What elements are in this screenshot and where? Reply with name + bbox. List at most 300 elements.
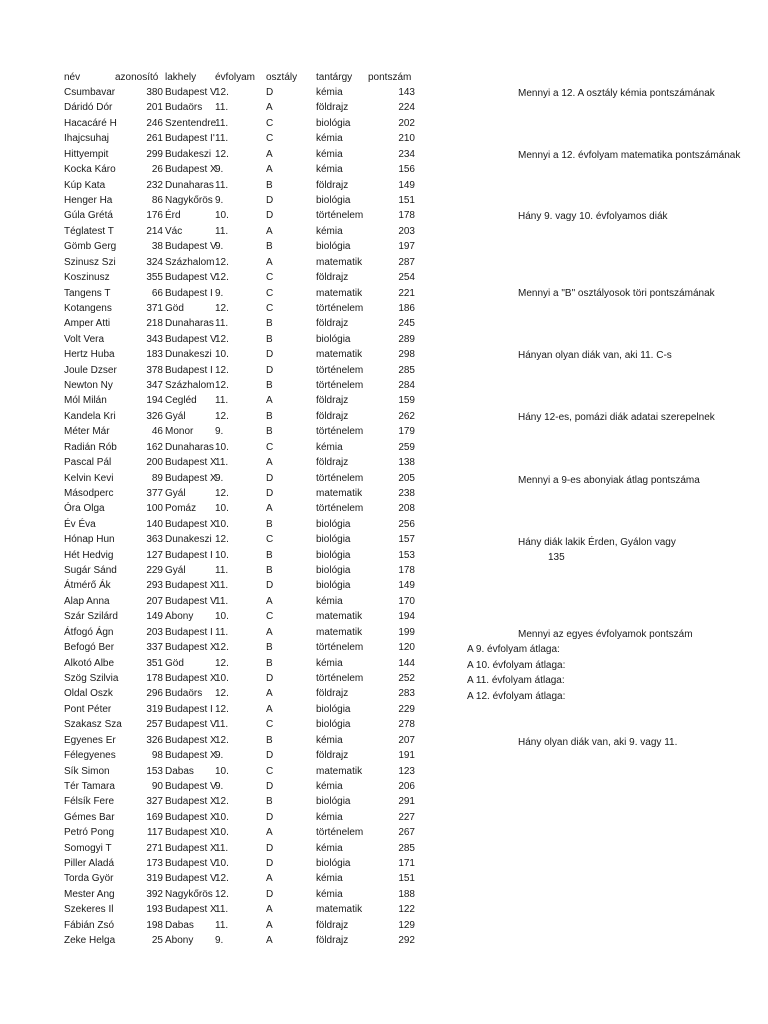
cell-name[interactable]: Csumbavar xyxy=(64,87,116,98)
cell-city[interactable]: Nagykőrös xyxy=(165,194,213,206)
cell-city[interactable]: Budaörs xyxy=(165,102,203,114)
cell-name[interactable]: Szakasz Sza xyxy=(64,719,122,731)
question-6[interactable]: Hány 12-es, pomázi diák adatai szerepelnek xyxy=(518,412,715,423)
cell-name[interactable]: Oldal Oszk xyxy=(64,688,113,700)
cell-grade[interactable]: 12. xyxy=(215,256,229,268)
cell-id[interactable]: 198 xyxy=(146,919,163,931)
cell-name[interactable]: Henger Ha xyxy=(64,194,113,206)
cell-name[interactable]: Szekeres Il xyxy=(64,904,114,916)
cell-city[interactable]: Budapest X xyxy=(165,518,217,530)
cell-points[interactable]: 143 xyxy=(398,87,415,98)
cell-grade[interactable]: 9. xyxy=(215,426,224,438)
cell-city[interactable]: Budapest V xyxy=(165,780,217,792)
cell-name[interactable]: Hertz Huba xyxy=(64,349,115,361)
cell-subject[interactable]: matematik xyxy=(316,904,363,916)
cell-grade[interactable]: 12. xyxy=(215,657,229,669)
cell-id[interactable]: 89 xyxy=(151,472,163,484)
cell-city[interactable]: Abony xyxy=(165,611,194,623)
cell-grade[interactable]: 12. xyxy=(215,703,229,715)
cell-points[interactable]: 170 xyxy=(398,595,415,607)
cell-city[interactable]: Göd xyxy=(165,302,184,314)
cell-name[interactable]: Szinusz Szi xyxy=(64,256,116,268)
cell-name[interactable]: Zeke Helga xyxy=(64,935,116,947)
cell-points[interactable]: 285 xyxy=(398,842,415,854)
cell-class[interactable]: C xyxy=(266,272,274,283)
cell-name[interactable]: Kandela Kri xyxy=(64,410,116,422)
cell-city[interactable]: Budapest X xyxy=(165,842,217,854)
cell-name[interactable]: Sugár Sánd xyxy=(64,565,117,576)
cell-name[interactable]: Szár Szilárd xyxy=(64,611,118,623)
cell-class[interactable]: D xyxy=(266,580,274,592)
cell-grade[interactable]: 11. xyxy=(215,395,229,407)
cell-points[interactable]: 245 xyxy=(398,318,415,330)
cell-city[interactable]: Budapest I' xyxy=(165,133,215,145)
cell-subject[interactable]: földrajz xyxy=(316,179,349,191)
cell-city[interactable]: Abony xyxy=(165,935,194,947)
cell-subject[interactable]: földrajz xyxy=(316,318,349,330)
cell-id[interactable]: 207 xyxy=(146,595,163,607)
cell-points[interactable]: 120 xyxy=(398,642,415,654)
cell-name[interactable]: Sík Simon xyxy=(64,765,110,777)
cell-city[interactable]: Budaörs xyxy=(165,688,203,700)
cell-class[interactable]: C xyxy=(266,534,274,546)
average-grade-10-label[interactable]: A 10. évfolyam átlaga: xyxy=(467,660,566,671)
header-subject[interactable]: tantárgy xyxy=(316,72,353,83)
cell-class[interactable]: A xyxy=(266,935,273,947)
cell-class[interactable]: A xyxy=(266,225,273,237)
question-3[interactable]: Hány 9. vagy 10. évfolyamos diák xyxy=(518,211,668,222)
cell-subject[interactable]: biológia xyxy=(316,241,351,253)
cell-name[interactable]: Kotangens xyxy=(64,302,112,314)
cell-name[interactable]: Átmérő Ák xyxy=(64,580,111,592)
cell-points[interactable]: 194 xyxy=(398,611,415,623)
cell-grade[interactable]: 11. xyxy=(215,117,229,129)
cell-grade[interactable]: 12. xyxy=(215,873,229,885)
cell-subject[interactable]: kémia xyxy=(316,811,343,823)
cell-id[interactable]: 337 xyxy=(146,642,163,654)
cell-grade[interactable]: 10. xyxy=(215,549,229,561)
cell-class[interactable]: B xyxy=(266,410,273,422)
cell-grade[interactable]: 10. xyxy=(215,518,229,530)
cell-subject[interactable]: történelem xyxy=(316,210,364,222)
cell-subject[interactable]: földrajz xyxy=(316,688,349,700)
cell-grade[interactable]: 11. xyxy=(215,719,229,731)
cell-city[interactable]: Monor xyxy=(165,426,194,438)
cell-subject[interactable]: matematik xyxy=(316,256,363,268)
cell-id[interactable]: 355 xyxy=(146,272,163,283)
cell-points[interactable]: 210 xyxy=(398,133,415,145)
cell-id[interactable]: 162 xyxy=(146,441,163,453)
cell-subject[interactable]: biológia xyxy=(316,565,351,576)
cell-grade[interactable]: 11. xyxy=(215,179,229,191)
cell-points[interactable]: 252 xyxy=(398,673,415,684)
average-grade-12-label[interactable]: A 12. évfolyam átlaga: xyxy=(467,691,566,702)
cell-grade[interactable]: 11. xyxy=(215,626,229,638)
cell-class[interactable]: D xyxy=(266,472,274,484)
cell-points[interactable]: 199 xyxy=(398,626,415,638)
cell-grade[interactable]: 12. xyxy=(215,272,229,283)
cell-id[interactable]: 293 xyxy=(146,580,163,592)
cell-subject[interactable]: biológia xyxy=(316,518,351,530)
cell-subject[interactable]: történelem xyxy=(316,642,364,654)
cell-city[interactable]: Budapest X xyxy=(165,164,217,176)
cell-name[interactable]: Hittyempit xyxy=(64,148,109,160)
cell-id[interactable]: 347 xyxy=(146,380,163,391)
cell-name[interactable]: Hónap Hun xyxy=(64,534,115,546)
cell-points[interactable]: 283 xyxy=(398,688,415,700)
cell-class[interactable]: B xyxy=(266,241,273,253)
cell-city[interactable]: Dunaharas xyxy=(165,179,214,191)
cell-id[interactable]: 319 xyxy=(146,873,163,885)
cell-id[interactable]: 90 xyxy=(151,780,163,792)
cell-points[interactable]: 254 xyxy=(398,272,415,283)
cell-subject[interactable]: kémia xyxy=(316,87,343,98)
cell-points[interactable]: 205 xyxy=(398,472,415,484)
cell-subject[interactable]: matematik xyxy=(316,611,363,623)
cell-subject[interactable]: biológia xyxy=(316,858,351,869)
cell-id[interactable]: 176 xyxy=(146,210,163,222)
cell-name[interactable]: Mól Milán xyxy=(64,395,107,407)
cell-points[interactable]: 153 xyxy=(398,549,415,561)
cell-points[interactable]: 207 xyxy=(398,734,415,746)
question-7[interactable]: Mennyi a 9-es abonyiak átlag pontszáma xyxy=(518,475,700,486)
cell-class[interactable]: D xyxy=(266,888,274,900)
cell-id[interactable]: 299 xyxy=(146,148,163,160)
cell-class[interactable]: A xyxy=(266,904,273,916)
cell-points[interactable]: 197 xyxy=(398,241,415,253)
cell-grade[interactable]: 9. xyxy=(215,164,224,176)
cell-points[interactable]: 259 xyxy=(398,441,415,453)
cell-name[interactable]: Volt Vera xyxy=(64,333,105,345)
cell-name[interactable]: Hacacáré H xyxy=(64,117,117,129)
cell-points[interactable]: 227 xyxy=(398,811,415,823)
cell-grade[interactable]: 12. xyxy=(215,148,229,160)
cell-name[interactable]: Óra Olga xyxy=(64,503,105,515)
cell-grade[interactable]: 11. xyxy=(215,565,229,576)
cell-id[interactable]: 232 xyxy=(146,179,163,191)
cell-class[interactable]: B xyxy=(266,565,273,576)
cell-name[interactable]: Gémes Bar xyxy=(64,811,115,823)
cell-points[interactable]: 278 xyxy=(398,719,415,731)
cell-grade[interactable]: 11. xyxy=(215,595,229,607)
cell-class[interactable]: D xyxy=(266,750,274,762)
cell-class[interactable]: C xyxy=(266,765,274,777)
cell-subject[interactable]: biológia xyxy=(316,703,351,715)
cell-subject[interactable]: történelem xyxy=(316,426,364,438)
cell-class[interactable]: D xyxy=(266,349,274,361)
cell-points[interactable]: 178 xyxy=(398,565,415,576)
cell-id[interactable]: 46 xyxy=(151,426,163,438)
cell-id[interactable]: 86 xyxy=(151,194,163,206)
cell-subject[interactable]: kémia xyxy=(316,441,343,453)
cell-class[interactable]: D xyxy=(266,87,274,98)
cell-class[interactable]: C xyxy=(266,719,274,731)
cell-class[interactable]: B xyxy=(266,333,273,345)
cell-grade[interactable]: 11. xyxy=(215,842,229,854)
cell-city[interactable]: Budapest X xyxy=(165,457,217,469)
cell-class[interactable]: A xyxy=(266,395,273,407)
cell-name[interactable]: Év Éva xyxy=(64,518,96,530)
cell-subject[interactable]: földrajz xyxy=(316,919,349,931)
cell-class[interactable]: A xyxy=(266,503,273,515)
cell-grade[interactable]: 12. xyxy=(215,410,229,422)
cell-id[interactable]: 377 xyxy=(146,487,163,499)
question-9[interactable]: Mennyi az egyes évfolyamok pontszám xyxy=(518,629,693,640)
cell-city[interactable]: Budapest X xyxy=(165,580,217,592)
cell-class[interactable]: C xyxy=(266,117,274,129)
cell-points[interactable]: 238 xyxy=(398,487,415,499)
cell-name[interactable]: Fábián Zsó xyxy=(64,919,115,931)
cell-city[interactable]: Gyál xyxy=(165,410,186,422)
cell-grade[interactable]: 9. xyxy=(215,241,224,253)
cell-id[interactable]: 169 xyxy=(146,811,163,823)
cell-grade[interactable]: 11. xyxy=(215,919,229,931)
cell-city[interactable]: Dunakeszi xyxy=(165,534,212,546)
cell-subject[interactable]: biológia xyxy=(316,549,351,561)
cell-grade[interactable]: 12. xyxy=(215,888,229,900)
cell-grade[interactable]: 11. xyxy=(215,457,229,469)
cell-name[interactable]: Pont Péter xyxy=(64,703,112,715)
cell-name[interactable]: Somogyi T xyxy=(64,842,112,854)
cell-subject[interactable]: történelem xyxy=(316,673,364,684)
cell-subject[interactable]: földrajz xyxy=(316,395,349,407)
cell-class[interactable]: A xyxy=(266,827,273,839)
cell-name[interactable]: Amper Atti xyxy=(64,318,111,330)
cell-name[interactable]: Ihajcsuhaj xyxy=(64,133,110,145)
cell-points[interactable]: 149 xyxy=(398,179,415,191)
cell-name[interactable]: Méter Már xyxy=(64,426,110,438)
cell-city[interactable]: Budapest I xyxy=(165,287,213,299)
cell-name[interactable]: Gúla Grétá xyxy=(64,210,113,222)
cell-id[interactable]: 363 xyxy=(146,534,163,546)
cell-class[interactable]: B xyxy=(266,796,273,808)
cell-subject[interactable]: földrajz xyxy=(316,750,349,762)
cell-subject[interactable]: történelem xyxy=(316,503,364,515)
cell-name[interactable]: Dáridó Dór xyxy=(64,102,113,114)
cell-points[interactable]: 221 xyxy=(398,287,415,299)
cell-class[interactable]: D xyxy=(266,811,274,823)
cell-city[interactable]: Budapest X xyxy=(165,472,217,484)
cell-id[interactable]: 25 xyxy=(151,935,163,947)
cell-subject[interactable]: kémia xyxy=(316,734,343,746)
cell-subject[interactable]: biológia xyxy=(316,580,351,592)
cell-id[interactable]: 153 xyxy=(146,765,163,777)
cell-grade[interactable]: 9. xyxy=(215,780,224,792)
cell-city[interactable]: Pomáz xyxy=(165,503,197,515)
cell-class[interactable]: B xyxy=(266,426,273,438)
cell-name[interactable]: Átfogó Ágn xyxy=(64,626,114,638)
cell-points[interactable]: 289 xyxy=(398,333,415,345)
cell-class[interactable]: C xyxy=(266,611,274,623)
cell-id[interactable]: 218 xyxy=(146,318,163,330)
cell-name[interactable]: Másodperc xyxy=(64,487,114,499)
cell-id[interactable]: 100 xyxy=(146,503,163,515)
cell-city[interactable]: Dunaharas xyxy=(165,318,214,330)
cell-id[interactable]: 26 xyxy=(151,164,163,176)
cell-subject[interactable]: földrajz xyxy=(316,272,349,283)
cell-city[interactable]: Érd xyxy=(165,210,181,222)
cell-city[interactable]: Budapest X xyxy=(165,904,217,916)
cell-name[interactable]: Kúp Kata xyxy=(64,179,106,191)
answer-question-8[interactable]: 135 xyxy=(548,552,565,563)
cell-subject[interactable]: kémia xyxy=(316,657,343,669)
cell-city[interactable]: Százhalom xyxy=(165,380,215,391)
cell-subject[interactable]: kémia xyxy=(316,888,343,900)
cell-id[interactable]: 246 xyxy=(146,117,163,129)
cell-name[interactable]: Mester Ang xyxy=(64,888,115,900)
cell-id[interactable]: 178 xyxy=(146,673,163,684)
cell-grade[interactable]: 9. xyxy=(215,194,224,206)
question-1[interactable]: Mennyi a 12. A osztály kémia pontszámának xyxy=(518,88,715,99)
question-4[interactable]: Mennyi a "B" osztályosok töri pontszámának xyxy=(518,288,715,299)
cell-name[interactable]: Hét Hedvig xyxy=(64,549,114,561)
cell-id[interactable]: 327 xyxy=(146,796,163,808)
cell-id[interactable]: 66 xyxy=(151,287,163,299)
cell-grade[interactable]: 10. xyxy=(215,811,229,823)
cell-class[interactable]: A xyxy=(266,703,273,715)
cell-class[interactable]: A xyxy=(266,102,273,114)
cell-grade[interactable]: 12. xyxy=(215,734,229,746)
cell-grade[interactable]: 10. xyxy=(215,827,229,839)
cell-subject[interactable]: történelem xyxy=(316,364,364,376)
cell-points[interactable]: 202 xyxy=(398,117,415,129)
cell-city[interactable]: Cegléd xyxy=(165,395,197,407)
cell-id[interactable]: 200 xyxy=(146,457,163,469)
cell-points[interactable]: 159 xyxy=(398,395,415,407)
cell-id[interactable]: 371 xyxy=(146,302,163,314)
cell-points[interactable]: 292 xyxy=(398,935,415,947)
cell-name[interactable]: Radián Rób xyxy=(64,441,117,453)
cell-city[interactable]: Budapest V xyxy=(165,719,217,731)
cell-points[interactable]: 284 xyxy=(398,380,415,391)
cell-city[interactable]: Budapest X xyxy=(165,827,217,839)
cell-points[interactable]: 224 xyxy=(398,102,415,114)
cell-class[interactable]: A xyxy=(266,256,273,268)
cell-name[interactable]: Gömb Gerg xyxy=(64,241,117,253)
cell-id[interactable]: 319 xyxy=(146,703,163,715)
cell-name[interactable]: Petró Pong xyxy=(64,827,115,839)
header-points[interactable]: pontszám xyxy=(368,72,412,83)
cell-subject[interactable]: kémia xyxy=(316,595,343,607)
cell-grade[interactable]: 9. xyxy=(215,472,224,484)
cell-subject[interactable]: biológia xyxy=(316,534,351,546)
cell-class[interactable]: D xyxy=(266,673,274,684)
cell-city[interactable]: Budapest V xyxy=(165,272,217,283)
cell-points[interactable]: 138 xyxy=(398,457,415,469)
cell-subject[interactable]: történelem xyxy=(316,472,364,484)
cell-id[interactable]: 380 xyxy=(146,87,163,98)
cell-city[interactable]: Budapest I xyxy=(165,703,213,715)
cell-grade[interactable]: 12. xyxy=(215,302,229,314)
cell-name[interactable]: Tér Tamara xyxy=(64,780,115,792)
cell-class[interactable]: B xyxy=(266,318,273,330)
cell-class[interactable]: D xyxy=(266,842,274,854)
cell-subject[interactable]: matematik xyxy=(316,765,363,777)
cell-city[interactable]: Budapest X xyxy=(165,750,217,762)
cell-subject[interactable]: matematik xyxy=(316,287,363,299)
question-8[interactable]: Hány diák lakik Érden, Gyálon vagy xyxy=(518,537,676,548)
cell-name[interactable]: Newton Ny xyxy=(64,380,113,391)
cell-points[interactable]: 123 xyxy=(398,765,415,777)
cell-city[interactable]: Göd xyxy=(165,657,184,669)
cell-class[interactable]: C xyxy=(266,302,274,314)
cell-class[interactable]: C xyxy=(266,133,274,145)
cell-city[interactable]: Dabas xyxy=(165,765,194,777)
cell-id[interactable]: 149 xyxy=(146,611,163,623)
cell-id[interactable]: 194 xyxy=(146,395,163,407)
cell-subject[interactable]: földrajz xyxy=(316,457,349,469)
cell-grade[interactable]: 12. xyxy=(215,534,229,546)
cell-points[interactable]: 256 xyxy=(398,518,415,530)
cell-city[interactable]: Gyál xyxy=(165,487,186,499)
cell-subject[interactable]: kémia xyxy=(316,133,343,145)
cell-city[interactable]: Budapest X xyxy=(165,642,217,654)
cell-grade[interactable]: 9. xyxy=(215,935,224,947)
cell-subject[interactable]: kémia xyxy=(316,164,343,176)
header-name[interactable]: név xyxy=(64,72,81,83)
cell-points[interactable]: 149 xyxy=(398,580,415,592)
cell-id[interactable]: 261 xyxy=(146,133,163,145)
cell-grade[interactable]: 11. xyxy=(215,318,229,330)
cell-grade[interactable]: 10. xyxy=(215,441,229,453)
header-id[interactable]: azonosító xyxy=(115,72,159,83)
header-grade[interactable]: évfolyam xyxy=(215,72,256,83)
cell-subject[interactable]: biológia xyxy=(316,194,351,206)
cell-grade[interactable]: 11. xyxy=(215,133,229,145)
cell-grade[interactable]: 10. xyxy=(215,858,229,869)
cell-name[interactable]: Kelvin Kevi xyxy=(64,472,114,484)
cell-class[interactable]: D xyxy=(266,487,274,499)
cell-points[interactable]: 122 xyxy=(398,904,415,916)
cell-points[interactable]: 229 xyxy=(398,703,415,715)
header-class[interactable]: osztály xyxy=(266,72,298,83)
cell-grade[interactable]: 10. xyxy=(215,765,229,777)
cell-id[interactable]: 38 xyxy=(151,241,163,253)
cell-points[interactable]: 171 xyxy=(398,858,415,869)
cell-city[interactable]: Szentendre xyxy=(165,117,217,129)
cell-class[interactable]: D xyxy=(266,210,274,222)
cell-subject[interactable]: földrajz xyxy=(316,102,349,114)
cell-city[interactable]: Budapest V xyxy=(165,873,217,885)
question-5[interactable]: Hányan olyan diák van, aki 11. C-s xyxy=(518,350,672,361)
cell-grade[interactable]: 12. xyxy=(215,642,229,654)
cell-class[interactable]: B xyxy=(266,642,273,654)
cell-class[interactable]: C xyxy=(266,441,274,453)
cell-id[interactable]: 343 xyxy=(146,333,163,345)
cell-points[interactable]: 191 xyxy=(398,750,415,762)
cell-class[interactable]: D xyxy=(266,780,274,792)
cell-id[interactable]: 326 xyxy=(146,410,163,422)
cell-class[interactable]: B xyxy=(266,380,273,391)
cell-class[interactable]: C xyxy=(266,287,274,299)
cell-points[interactable]: 151 xyxy=(398,194,415,206)
cell-id[interactable]: 324 xyxy=(146,256,163,268)
cell-subject[interactable]: földrajz xyxy=(316,410,349,422)
cell-class[interactable]: D xyxy=(266,364,274,376)
cell-id[interactable]: 98 xyxy=(151,750,163,762)
cell-class[interactable]: A xyxy=(266,688,273,700)
cell-points[interactable]: 206 xyxy=(398,780,415,792)
cell-id[interactable]: 378 xyxy=(146,364,163,376)
cell-city[interactable]: Budapest X xyxy=(165,796,217,808)
cell-class[interactable]: B xyxy=(266,734,273,746)
cell-name[interactable]: Kocka Káro xyxy=(64,164,116,176)
cell-grade[interactable]: 12. xyxy=(215,796,229,808)
cell-city[interactable]: Budapest I xyxy=(165,626,213,638)
cell-subject[interactable]: matematik xyxy=(316,349,363,361)
cell-class[interactable]: A xyxy=(266,873,273,885)
cell-points[interactable]: 262 xyxy=(398,410,415,422)
